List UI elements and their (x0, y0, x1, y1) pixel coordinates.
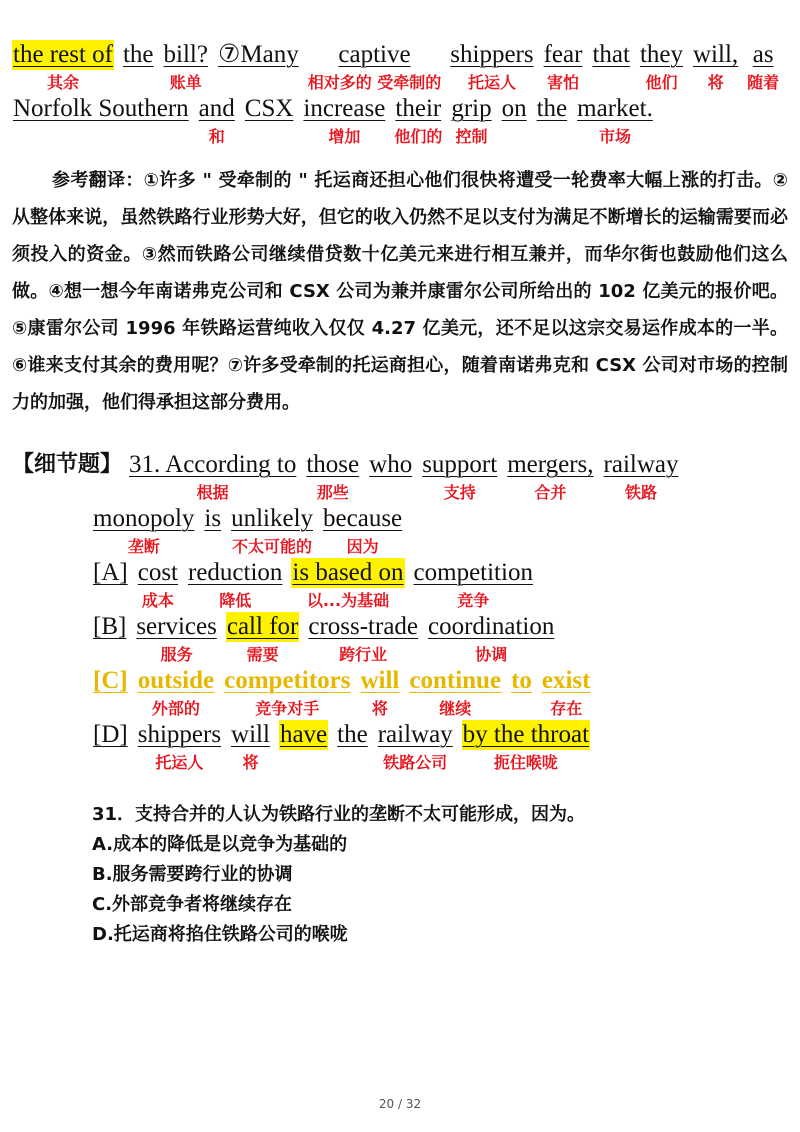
english-word: unlikely (231, 505, 314, 532)
english-word: continue (409, 667, 502, 694)
chinese-gloss: 将 (371, 699, 388, 718)
word-group (368, 450, 413, 504)
word-group (421, 450, 498, 504)
english-word: as (752, 41, 774, 68)
word-group (12, 40, 114, 94)
english-word: railway (603, 451, 679, 478)
word-group (122, 40, 155, 94)
chinese-gloss: 服务 (160, 645, 193, 664)
word-group (510, 666, 533, 720)
chinese-gloss: 将 (707, 73, 724, 92)
english-word: competition (413, 559, 533, 586)
chinese-gloss: 和 (208, 127, 225, 146)
english-word: the (536, 95, 568, 122)
chinese-gloss: 托运人 (467, 73, 516, 92)
english-word: they (639, 41, 683, 68)
english-word: railway (377, 721, 453, 748)
word-group (279, 720, 328, 774)
english-word: the rest of (13, 41, 113, 68)
english-word: who (369, 451, 413, 478)
cn-option-a: A.成本的降低是以竞争为基础的 (92, 834, 348, 855)
english-word: is (204, 505, 222, 532)
word-group (591, 40, 631, 94)
word-group (307, 612, 419, 666)
chinese-gloss: 托运人 (155, 753, 204, 772)
word-group (92, 720, 129, 774)
word-group (543, 40, 584, 94)
word-group (408, 666, 502, 720)
word-group (187, 558, 283, 612)
word-group (12, 94, 190, 148)
word-group (692, 40, 739, 94)
english-word: and (198, 95, 235, 122)
word-group (135, 612, 218, 666)
chinese-gloss: 根据 (196, 483, 229, 502)
word-group (203, 504, 222, 558)
word-group (576, 94, 654, 148)
english-word: [C] (93, 667, 128, 694)
word-group (244, 94, 295, 148)
page-number: 20 / 32 (378, 1097, 422, 1111)
word-group (322, 504, 403, 558)
chinese-gloss: 扼住喉咙 (493, 753, 558, 772)
cn-question-stem: 31．支持合并的人认为铁路行业的垄断不太可能形成，因为。 (92, 804, 586, 825)
chinese-gloss: 存在 (550, 699, 583, 718)
chinese-gloss: 增加 (328, 127, 361, 146)
word-group (394, 94, 442, 148)
word-group (137, 720, 222, 774)
question-stem-words (128, 450, 687, 502)
english-word: cross-trade (308, 613, 419, 640)
chinese-gloss: 害怕 (547, 73, 580, 92)
word-group (427, 612, 555, 666)
english-word: to (511, 667, 532, 694)
english-word: [A] (93, 559, 128, 586)
english-word: increase (303, 95, 386, 122)
chinese-gloss: 控制 (455, 127, 488, 146)
english-word: on (501, 95, 527, 122)
chinese-question (92, 800, 782, 950)
english-word: call for (226, 613, 299, 640)
english-word: support (422, 451, 498, 478)
english-word: shippers (137, 721, 222, 748)
english-word: their (395, 95, 442, 122)
word-group (747, 40, 779, 94)
section-tag: 【细节题】 (12, 452, 123, 477)
word-group (226, 612, 299, 666)
option-d (92, 720, 598, 784)
chinese-gloss: 竞争 (457, 591, 490, 610)
english-word: outside (137, 667, 215, 694)
word-group (450, 94, 492, 148)
chinese-gloss: 他们 (645, 73, 678, 92)
chinese-gloss: 相对多的 受牵制的 (307, 73, 442, 92)
chinese-gloss: 将 (242, 753, 259, 772)
english-word: those (306, 451, 360, 478)
english-word: reduction (188, 559, 283, 586)
chinese-gloss: 以...为基础 (306, 591, 390, 610)
cn-option-b: B.服务需要跨行业的协调 (92, 864, 293, 885)
chinese-gloss: 账单 (169, 73, 202, 92)
word-group (163, 40, 209, 94)
word-group (639, 40, 684, 94)
word-group (501, 94, 528, 148)
word-group (308, 40, 442, 94)
english-word: by the throat (462, 721, 590, 748)
chinese-gloss: 外部的 (151, 699, 200, 718)
english-word: Norfolk Southern (13, 95, 189, 122)
chinese-gloss: 不太可能的 (232, 537, 313, 556)
english-word: [D] (93, 721, 128, 748)
chinese-gloss: 支持 (443, 483, 476, 502)
english-word: the (337, 721, 368, 748)
word-group (413, 558, 534, 612)
word-group (128, 450, 297, 504)
english-word: grip (451, 95, 492, 122)
word-group (137, 666, 215, 720)
word-group (92, 504, 195, 558)
english-word: will (360, 667, 400, 694)
word-group (462, 720, 590, 774)
english-word: services (136, 613, 217, 640)
word-group (536, 94, 569, 148)
word-group (230, 504, 314, 558)
english-word: captive (338, 41, 411, 68)
chinese-gloss: 继续 (439, 699, 472, 718)
word-group (230, 720, 271, 774)
word-group (305, 450, 360, 504)
chinese-gloss: 成本 (141, 591, 174, 610)
english-word: ⑦Many (217, 41, 299, 68)
english-word: the (122, 41, 154, 68)
word-group (92, 612, 127, 666)
chinese-gloss: 他们的 (394, 127, 443, 146)
word-group (92, 666, 129, 720)
word-group (217, 40, 300, 94)
chinese-gloss: 那些 (316, 483, 349, 502)
english-word: is based on (292, 559, 404, 586)
english-word: shippers (450, 41, 534, 68)
english-word: because (323, 505, 403, 532)
chinese-gloss: 降低 (219, 591, 252, 610)
english-word: 31. According to (129, 451, 297, 478)
chinese-gloss: 因为 (346, 537, 379, 556)
english-word: will, (693, 41, 739, 68)
word-group (198, 94, 236, 148)
chinese-gloss: 其余 (46, 73, 79, 92)
word-group (506, 450, 594, 504)
chinese-gloss: 跨行业 (339, 645, 388, 664)
chinese-gloss: 合并 (534, 483, 567, 502)
english-word: market. (577, 95, 653, 122)
english-word: exist (541, 667, 591, 694)
english-word: have (279, 721, 328, 748)
english-word: [B] (93, 613, 127, 640)
cn-option-d: D.托运商将掐住铁路公司的喉咙 (92, 924, 348, 945)
english-word: mergers, (507, 451, 594, 478)
word-group (302, 94, 386, 148)
word-group (541, 666, 592, 720)
word-group (359, 666, 400, 720)
word-group (137, 558, 179, 612)
english-word: competitors (224, 667, 351, 694)
chinese-gloss: 随着 (747, 73, 780, 92)
english-word: will (231, 721, 270, 748)
word-group (92, 558, 129, 612)
english-word: cost (137, 559, 178, 586)
english-word: fear (543, 41, 583, 68)
chinese-gloss: 竞争对手 (255, 699, 320, 718)
cn-option-c: C.外部竞争者将继续存在 (92, 894, 293, 915)
english-word: that (592, 41, 630, 68)
chinese-gloss: 垄断 (127, 537, 160, 556)
reference-translation: 参考翻译：①许多 " 受牵制的 " 托运商还担心他们很快将遭受一轮费率大幅上涨的打击。②从整体来说，虽然铁路行业形势大好，但它的收入仍然不足以支付为满足不断增长的运输需要而必须投入的资金。③然而铁路公司继续借贷数十亿美元来进行相互兼并，而华尔街也鼓励他们这么做。④想一想今年南诺弗克公司和 CSX 公司为兼并康雷尔公司所给出的 102 亿美元的报价吧。⑤康雷尔公司 1996 年铁路运营纯收入仅仅 4.27 亿美元，还不足以这宗交易运作成本的一半。⑥谁来支付其余的费用呢？⑦许多受牵制的托运商担心，随着南诺弗克和 CSX 公司对市场的控制力的加强，他们得承担这部分费用。 (12, 170, 788, 413)
english-word: monopoly (93, 505, 195, 532)
english-word: coordination (428, 613, 555, 640)
chinese-gloss: 协调 (475, 645, 508, 664)
english-word: CSX (244, 95, 294, 122)
chinese-gloss: 铁路 (625, 483, 658, 502)
word-group (377, 720, 454, 774)
passage-line-2 (12, 94, 662, 158)
chinese-gloss: 需要 (246, 645, 279, 664)
word-group (603, 450, 680, 504)
word-group (449, 40, 534, 94)
chinese-gloss: 市场 (598, 127, 631, 146)
english-word: bill? (163, 41, 208, 68)
word-group (336, 720, 369, 774)
word-group (291, 558, 404, 612)
word-group (223, 666, 351, 720)
chinese-gloss: 铁路公司 (383, 753, 448, 772)
